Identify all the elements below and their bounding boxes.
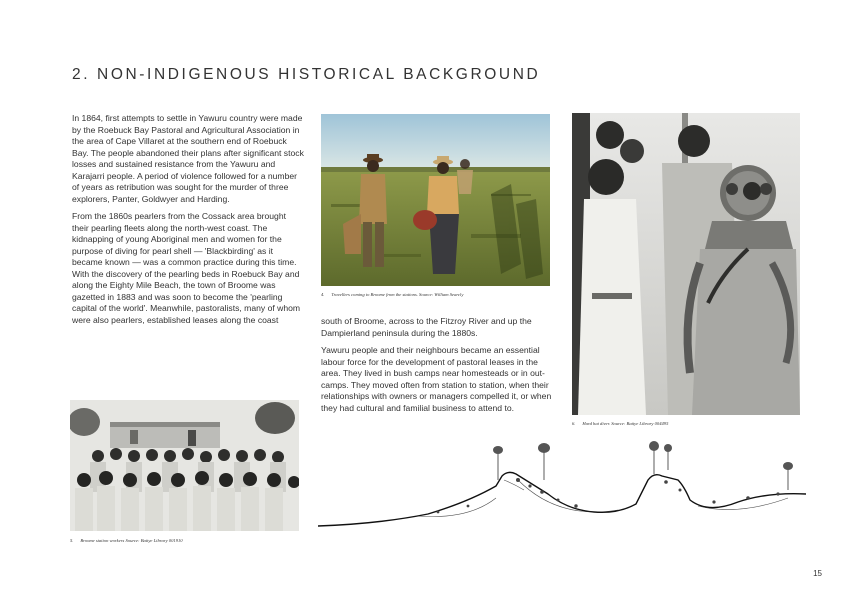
- caption-text: Hard hat diver. Source: Battye Library 004495: [582, 421, 669, 426]
- paragraph-labour: Yawuru people and their neighbours became an essential labour force for the development of pastoral leases in the area. They lived in bush camps near homesteads or in out-camps. They moved often from station to station, when their relationships with owners or managers compelled it, or when they had cultural and familial business to attend to.: [321, 345, 552, 413]
- page-number: 15: [813, 569, 822, 578]
- photo-station-workers: [70, 400, 299, 531]
- text-column-left: [72, 113, 304, 332]
- caption-number: 4.: [321, 292, 325, 297]
- photo-travellers: [321, 114, 550, 286]
- paragraph-pearlers: From the 1860s pearlers from the Cossack area brought their pearling fleets along the north-west coast. The kidnapping of young Aboriginal men and women for the purpose of diving for pearl shell — 'Blackbirding' as it became known — was a common practice during this time. With the discovery of the pearling beds in Roebuck Bay and along the Eighty Mile Beach, the town of Broome was gazetted in 1883 and was soon to become the 'pearling capital of the world'. Meanwhile, pastoralists, many of whom were also pearlers, established leases along the coast: [72, 211, 301, 325]
- caption-figure-5: [70, 538, 183, 543]
- caption-text: Broome station workers Source: Battye Library 001910: [80, 538, 183, 543]
- paragraph-continuation: south of Broome, across to the Fitzroy River and up the Dampierland peninsula during the 1880s.: [321, 316, 532, 338]
- caption-figure-6: [572, 421, 668, 426]
- landscape-section-sketch: [318, 440, 806, 540]
- photo-hard-hat-diver: [572, 113, 800, 415]
- page-title: 2. NON-INDIGENOUS HISTORICAL BACKGROUND: [72, 66, 541, 83]
- paragraph-settlement: In 1864, first attempts to settle in Yawuru country were made by the Roebuck Bay Pastoral and Agricultural Association in the area of Cape Villaret at the southern end of Roebuck Bay. The people abandoned their plans after significant stock losses and sustained resistance from the Yawuru and Karajarri people. A period of violence followed for a number of years as retribution was sought for the murder of three explorers, Panter, Goldwyer and Harding.: [72, 113, 304, 204]
- caption-text: Travellers coming to Broome from the stations. Source: William Searcly: [331, 292, 464, 297]
- caption-number: 5.: [70, 538, 74, 543]
- caption-figure-4: [321, 292, 463, 297]
- text-column-middle: [321, 316, 553, 420]
- caption-number: 6.: [572, 421, 576, 426]
